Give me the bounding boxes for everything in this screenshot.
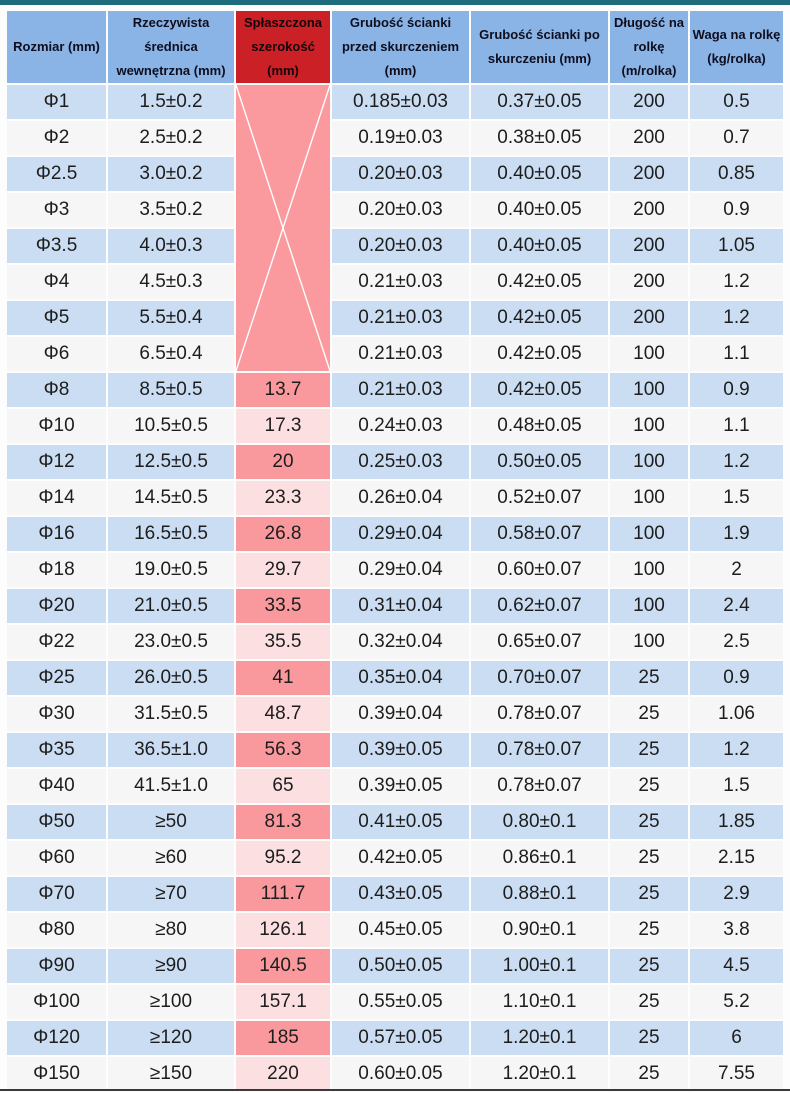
table-cell: 0.78±0.07 [471, 733, 608, 767]
header-row [7, 11, 783, 83]
table-cell: 16.5±0.5 [108, 517, 234, 551]
table-cell: Φ40 [7, 769, 106, 803]
table-cell: 0.31±0.04 [332, 589, 469, 623]
table-cell: Φ12 [7, 445, 106, 479]
table-cell: 0.42±0.05 [471, 265, 608, 299]
table-cell: ≥60 [108, 841, 234, 875]
table-row [7, 841, 783, 875]
table-cell: 0.21±0.03 [332, 337, 469, 371]
table-cell: Φ6 [7, 337, 106, 371]
table-cell: Φ18 [7, 553, 106, 587]
table-cell: 0.20±0.03 [332, 229, 469, 263]
table-cell: 4.0±0.3 [108, 229, 234, 263]
table-row [7, 661, 783, 695]
table-cell: 1.2 [690, 445, 783, 479]
table-cell: Φ100 [7, 985, 106, 1019]
table-row [7, 193, 783, 227]
table-row [7, 409, 783, 443]
table-cell: 36.5±1.0 [108, 733, 234, 767]
table-row [7, 121, 783, 155]
table-cell: 25 [610, 697, 688, 731]
table-cell: 26.0±0.5 [108, 661, 234, 695]
table-cell: 0.58±0.07 [471, 517, 608, 551]
table-cell: 2.5±0.2 [108, 121, 234, 155]
table-cell: 200 [610, 121, 688, 155]
table-row [7, 769, 783, 803]
table-cell: 0.40±0.05 [471, 229, 608, 263]
table-row [7, 85, 783, 119]
column-header: Grubość ścianki po skurczeniu (mm) [471, 11, 608, 83]
table-cell: 5.2 [690, 985, 783, 1019]
table-cell: 0.39±0.05 [332, 769, 469, 803]
table-cell: 3.5±0.2 [108, 193, 234, 227]
table-cell: 0.43±0.05 [332, 877, 469, 911]
table-cell: 23.0±0.5 [108, 625, 234, 659]
table-cell: Φ120 [7, 1021, 106, 1055]
table-cell: Φ5 [7, 301, 106, 335]
table-cell: 0.39±0.05 [332, 733, 469, 767]
table-cell: 0.32±0.04 [332, 625, 469, 659]
table-row [7, 733, 783, 767]
table-cell: 0.42±0.05 [471, 337, 608, 371]
table-cell: 1.05 [690, 229, 783, 263]
table-cell: 0.50±0.05 [471, 445, 608, 479]
table-cell: 1.2 [690, 733, 783, 767]
table-cell: 0.65±0.07 [471, 625, 608, 659]
table-cell: Φ20 [7, 589, 106, 623]
table-cell: 100 [610, 589, 688, 623]
table-cell: ≥70 [108, 877, 234, 911]
table-cell: 0.21±0.03 [332, 265, 469, 299]
table-row [7, 265, 783, 299]
table-cell: 0.70±0.07 [471, 661, 608, 695]
table-cell: 1.06 [690, 697, 783, 731]
table-cell: Φ22 [7, 625, 106, 659]
table-cell: 100 [610, 409, 688, 443]
table-cell: 7.55 [690, 1057, 783, 1091]
table-row [7, 373, 783, 407]
table-cell-flattened-width: 185 [236, 1021, 330, 1055]
table-cell: 0.5 [690, 85, 783, 119]
table-cell: 100 [610, 445, 688, 479]
table-cell: 100 [610, 553, 688, 587]
table-row [7, 229, 783, 263]
table-cell: ≥120 [108, 1021, 234, 1055]
table-cell: 1.5 [690, 769, 783, 803]
table-cell: Φ3.5 [7, 229, 106, 263]
spec-table [5, 9, 785, 1093]
table-cell: Φ150 [7, 1057, 106, 1091]
table-cell: 0.9 [690, 373, 783, 407]
table-cell: 1.85 [690, 805, 783, 839]
table-cell: 21.0±0.5 [108, 589, 234, 623]
table-cell: 25 [610, 661, 688, 695]
table-row [7, 985, 783, 1019]
table-row [7, 697, 783, 731]
table-cell-flattened-width: 23.3 [236, 481, 330, 515]
table-cell-flattened-width: 41 [236, 661, 330, 695]
table-cell: 4.5±0.3 [108, 265, 234, 299]
table-cell: Φ2 [7, 121, 106, 155]
x-cross-icon [236, 85, 330, 371]
table-cell: 41.5±1.0 [108, 769, 234, 803]
table-cell: 0.88±0.1 [471, 877, 608, 911]
table-cell: 3.0±0.2 [108, 157, 234, 191]
table-cell: 0.37±0.05 [471, 85, 608, 119]
table-cell: 0.38±0.05 [471, 121, 608, 155]
table-cell: 2 [690, 553, 783, 587]
table-cell: 8.5±0.5 [108, 373, 234, 407]
table-cell: 19.0±0.5 [108, 553, 234, 587]
table-cell: 0.50±0.05 [332, 949, 469, 983]
table-cell: 100 [610, 517, 688, 551]
table-cell: Φ16 [7, 517, 106, 551]
table-cell: 0.40±0.05 [471, 193, 608, 227]
column-header: Rozmiar (mm) [7, 11, 106, 83]
table-cell: 0.48±0.05 [471, 409, 608, 443]
table-cell: 0.42±0.05 [332, 841, 469, 875]
table-cell: 200 [610, 301, 688, 335]
table-cell: 0.78±0.07 [471, 697, 608, 731]
table-cell: 0.40±0.05 [471, 157, 608, 191]
table-row [7, 337, 783, 371]
table-cell: 0.7 [690, 121, 783, 155]
table-cell: 1.20±0.1 [471, 1021, 608, 1055]
table-cell-flattened-width: 17.3 [236, 409, 330, 443]
table-cell: 0.29±0.04 [332, 517, 469, 551]
top-accent-bar [0, 0, 790, 5]
table-cell: Φ60 [7, 841, 106, 875]
table-cell: 25 [610, 985, 688, 1019]
table-cell-flattened-width: 13.7 [236, 373, 330, 407]
table-cell: 200 [610, 157, 688, 191]
table-cell: 0.42±0.05 [471, 373, 608, 407]
table-cell: 1.5±0.2 [108, 85, 234, 119]
table-header [7, 11, 783, 83]
table-cell: Φ30 [7, 697, 106, 731]
table-cell-flattened-width: 56.3 [236, 733, 330, 767]
table-cell: 0.9 [690, 193, 783, 227]
table-cell: 0.55±0.05 [332, 985, 469, 1019]
table-cell-flattened-width: 33.5 [236, 589, 330, 623]
table-cell: ≥150 [108, 1057, 234, 1091]
table-cell-flattened-width: 65 [236, 769, 330, 803]
table-row [7, 805, 783, 839]
table-cell: Φ4 [7, 265, 106, 299]
table-cell-flattened-width: 126.1 [236, 913, 330, 947]
table-cell: Φ35 [7, 733, 106, 767]
table-cell-flattened-width: 140.5 [236, 949, 330, 983]
table-cell: 200 [610, 85, 688, 119]
table-body [7, 85, 783, 1091]
table-cell: 200 [610, 265, 688, 299]
table-cell: 1.1 [690, 337, 783, 371]
table-cell: 0.80±0.1 [471, 805, 608, 839]
table-cell: 0.42±0.05 [471, 301, 608, 335]
table-cell: ≥50 [108, 805, 234, 839]
table-row [7, 301, 783, 335]
table-cell: 12.5±0.5 [108, 445, 234, 479]
table-cell: 0.90±0.1 [471, 913, 608, 947]
table-cell: 2.9 [690, 877, 783, 911]
table-cell: 0.20±0.03 [332, 157, 469, 191]
table-cell: 0.45±0.05 [332, 913, 469, 947]
table-cell: 0.185±0.03 [332, 85, 469, 119]
column-header: Spłaszczona szerokość (mm) [236, 11, 330, 83]
table-cell: 4.5 [690, 949, 783, 983]
table-cell-flattened-width: 81.3 [236, 805, 330, 839]
table-cell: 1.10±0.1 [471, 985, 608, 1019]
table-cell: 6.5±0.4 [108, 337, 234, 371]
table-cell: 100 [610, 337, 688, 371]
table-cell: 1.00±0.1 [471, 949, 608, 983]
table-cell: Φ50 [7, 805, 106, 839]
table-cell-flattened-width: 35.5 [236, 625, 330, 659]
table-cell: 0.35±0.04 [332, 661, 469, 695]
table-cell: 0.29±0.04 [332, 553, 469, 587]
table-cell: 3.8 [690, 913, 783, 947]
table-cell: 0.20±0.03 [332, 193, 469, 227]
table-cell: Φ2.5 [7, 157, 106, 191]
table-cell: Φ8 [7, 373, 106, 407]
table-row [7, 1021, 783, 1055]
table-cell: 1.5 [690, 481, 783, 515]
table-cell: 25 [610, 913, 688, 947]
table-row [7, 877, 783, 911]
table-cell: Φ90 [7, 949, 106, 983]
table-cell: 0.21±0.03 [332, 373, 469, 407]
table-cell: 0.9 [690, 661, 783, 695]
table-cell: Φ10 [7, 409, 106, 443]
table-row [7, 949, 783, 983]
table-cell: ≥100 [108, 985, 234, 1019]
table-cell: 25 [610, 877, 688, 911]
table-cell: 0.78±0.07 [471, 769, 608, 803]
table-cell: Φ80 [7, 913, 106, 947]
flattened-width-na-cell [236, 85, 330, 371]
table-cell-flattened-width: 157.1 [236, 985, 330, 1019]
table-cell: Φ70 [7, 877, 106, 911]
table-cell: 0.57±0.05 [332, 1021, 469, 1055]
table-cell: 0.19±0.03 [332, 121, 469, 155]
table-row [7, 445, 783, 479]
column-header: Rzeczywista średnica wewnętrzna (mm) [108, 11, 234, 83]
table-cell: 25 [610, 841, 688, 875]
table-cell: 1.2 [690, 265, 783, 299]
table-cell: 0.26±0.04 [332, 481, 469, 515]
column-header: Grubość ścianki przed skurczeniem (mm) [332, 11, 469, 83]
table-cell: 0.60±0.05 [332, 1057, 469, 1091]
table-cell: ≥80 [108, 913, 234, 947]
table-cell: 1.9 [690, 517, 783, 551]
table-cell: 25 [610, 769, 688, 803]
table-cell: 1.20±0.1 [471, 1057, 608, 1091]
table-cell-flattened-width: 220 [236, 1057, 330, 1091]
table-cell: 0.52±0.07 [471, 481, 608, 515]
table-cell: Φ1 [7, 85, 106, 119]
table-row [7, 1057, 783, 1091]
table-cell: 14.5±0.5 [108, 481, 234, 515]
table-cell: 25 [610, 1057, 688, 1091]
table-cell: 100 [610, 373, 688, 407]
table-cell: ≥90 [108, 949, 234, 983]
column-header: Długość na rolkę (m/rolka) [610, 11, 688, 83]
table-cell: Φ25 [7, 661, 106, 695]
table-row [7, 481, 783, 515]
table-cell-flattened-width: 95.2 [236, 841, 330, 875]
table-cell: 0.86±0.1 [471, 841, 608, 875]
table-row [7, 589, 783, 623]
table-cell-flattened-width: 20 [236, 445, 330, 479]
table-cell: 5.5±0.4 [108, 301, 234, 335]
table-cell-flattened-width: 111.7 [236, 877, 330, 911]
column-header: Waga na rolkę (kg/rolka) [690, 11, 783, 83]
table-cell-flattened-width: 26.8 [236, 517, 330, 551]
table-cell: 31.5±0.5 [108, 697, 234, 731]
table-cell: 0.39±0.04 [332, 697, 469, 731]
table-cell: 0.25±0.03 [332, 445, 469, 479]
table-cell: 100 [610, 481, 688, 515]
table-cell: 200 [610, 229, 688, 263]
table-cell: 0.41±0.05 [332, 805, 469, 839]
table-cell: 2.15 [690, 841, 783, 875]
table-cell: 0.21±0.03 [332, 301, 469, 335]
table-cell: 10.5±0.5 [108, 409, 234, 443]
table-cell-flattened-width: 48.7 [236, 697, 330, 731]
table-row [7, 913, 783, 947]
table-cell: 0.60±0.07 [471, 553, 608, 587]
table-cell: 200 [610, 193, 688, 227]
table-cell: 1.2 [690, 301, 783, 335]
table-cell-flattened-width: 29.7 [236, 553, 330, 587]
table-cell: 25 [610, 1021, 688, 1055]
table-row [7, 625, 783, 659]
table-row [7, 517, 783, 551]
table-cell: Φ14 [7, 481, 106, 515]
table-cell: 0.62±0.07 [471, 589, 608, 623]
table-cell: 0.24±0.03 [332, 409, 469, 443]
table-cell: 6 [690, 1021, 783, 1055]
table-cell: 100 [610, 625, 688, 659]
table-cell: 0.85 [690, 157, 783, 191]
table-cell: 2.4 [690, 589, 783, 623]
table-row [7, 553, 783, 587]
table-row [7, 157, 783, 191]
table-cell: 1.1 [690, 409, 783, 443]
table-cell: 25 [610, 805, 688, 839]
table-cell: 25 [610, 733, 688, 767]
table-cell: 2.5 [690, 625, 783, 659]
table-cell: 25 [610, 949, 688, 983]
table-cell: Φ3 [7, 193, 106, 227]
